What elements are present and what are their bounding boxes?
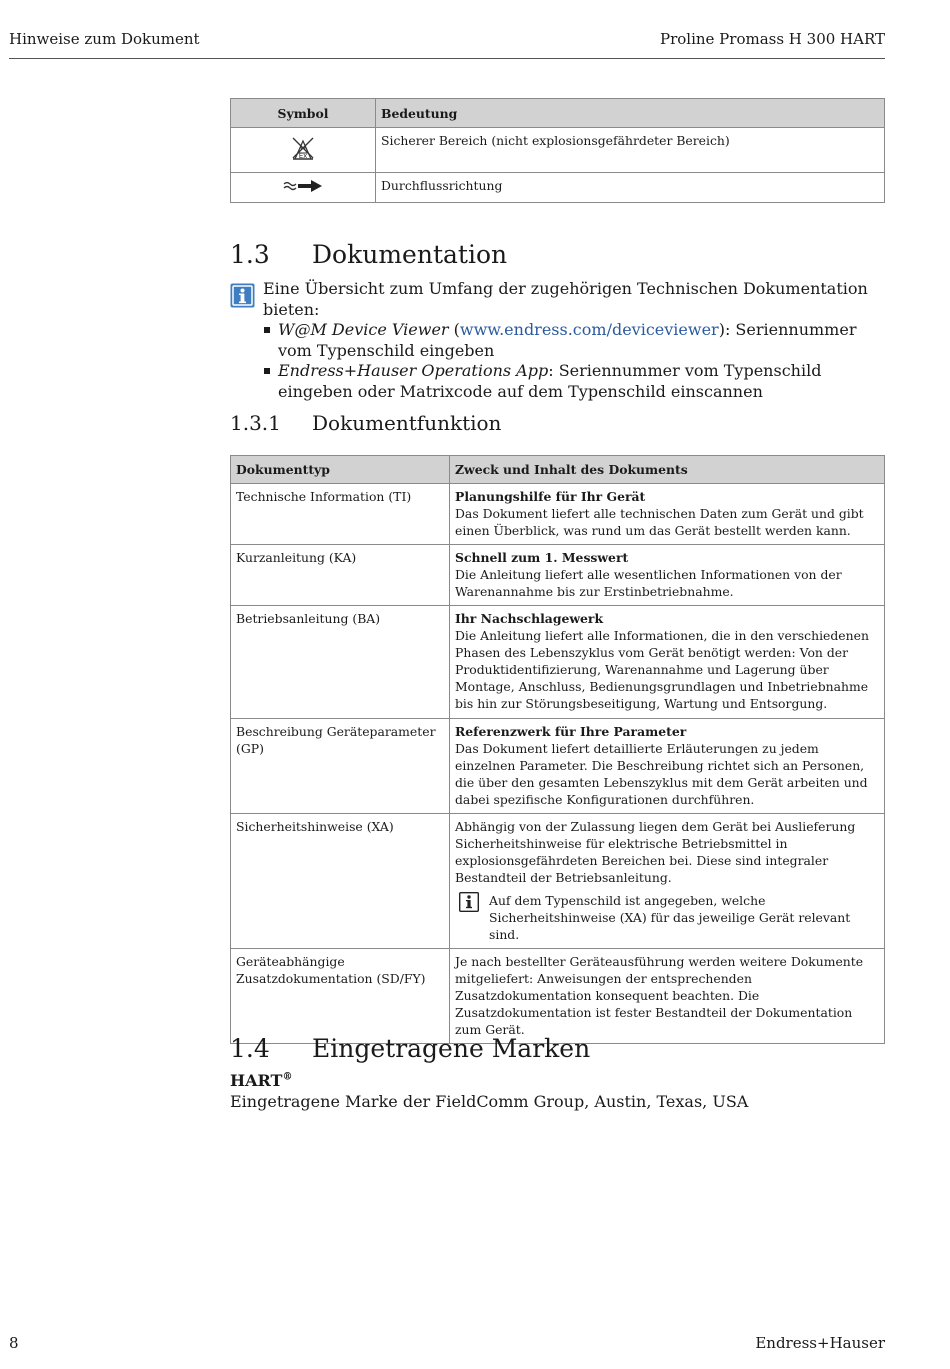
section-number: 1.3: [230, 240, 270, 269]
info-icon: [230, 283, 255, 308]
doc-purpose-title: Schnell zum 1. Messwert: [455, 550, 629, 565]
safe-area-icon: [290, 135, 316, 161]
doc-purpose-cell: [450, 949, 885, 1044]
doc-purpose-cell: [450, 484, 885, 545]
doc-type-cell: Sicherheitshinweise (XA): [231, 814, 450, 949]
registered-symbol: ®: [282, 1071, 293, 1083]
section-heading-dokumentfunktion: [230, 411, 501, 435]
doc-purpose-title: Planungshilfe für Ihr Gerät: [455, 489, 646, 504]
section-title: Dokumentfunktion: [312, 411, 502, 435]
doc-purpose-text: Das Dokument liefert alle technischen Daten zum Gerät und gibt einen Überblick, was rund um das Gerät bestellt werden kann.: [455, 506, 864, 538]
table-row: [231, 814, 885, 949]
safety-note-text: Auf dem Typenschild ist angegeben, welche Sicherheitshinweise (XA) für das jeweilige Gerät relevant sind.: [489, 893, 851, 942]
meaning-cell: Sicherer Bereich (nicht explosionsgefährdeter Bereich): [376, 128, 885, 173]
symbol-cell: [231, 173, 376, 203]
section-heading-dokumentation: [230, 240, 507, 269]
table-row: [231, 949, 885, 1044]
list-item-text: : Seriennummer vom Typenschild eingeben oder Matrixcode auf dem Typenschild einscannen: [278, 361, 822, 401]
doc-type-cell: Beschreibung Geräteparameter (GP): [231, 719, 450, 814]
doc-purpose-title: Referenzwerk für Ihre Parameter: [455, 724, 687, 739]
manual-icon: [459, 892, 479, 912]
doc-type-column-header: Dokumenttyp: [231, 456, 450, 484]
device-viewer-name: W@M Device Viewer: [278, 320, 449, 339]
header-section-title: Hinweise zum Dokument: [9, 30, 200, 48]
list-item: [263, 361, 888, 402]
section-number: 1.3.1: [230, 411, 281, 435]
doc-purpose-text: Das Dokument liefert detaillierte Erläuterungen zu jedem einzelnen Parameter. Die Beschreibung richtet sich an Personen, die über den gesamten Lebenszyklus mit dem Gerät arbeiten und dabei spezifische Konfigurationen durchführen.: [455, 741, 868, 807]
table-row: [231, 484, 885, 545]
doc-purpose-cell: [450, 814, 885, 949]
header-product-name: Proline Promass H 300 HART: [659, 30, 885, 48]
symbol-table-header: [231, 99, 885, 128]
device-viewer-link[interactable]: www.endress.com/deviceviewer: [459, 320, 719, 339]
documentation-info: [263, 279, 888, 402]
section-heading-marken: [230, 1034, 590, 1063]
doc-type-cell: Technische Information (TI): [231, 484, 450, 545]
list-item: [263, 320, 888, 361]
symbol-cell: [231, 128, 376, 173]
section-title: Eingetragene Marken: [312, 1034, 591, 1063]
doc-purpose-text: Die Anleitung liefert alle Informationen, die in den verschiedenen Phasen des Lebenszyklus vom Gerät benötigt werden: Von der Produktidentifizierung, Warenannahme und Lagerung über Montage, Anschluss, Bedienungsgrundlagen und Inbetriebnahme bis hin zur Störungsbeseitigung, Wartung und Entsorgung.: [455, 628, 869, 711]
meaning-column-header: Bedeutung: [376, 99, 885, 128]
documentation-sources-list: [263, 320, 888, 402]
table-row: [231, 606, 885, 719]
doc-purpose-text: Die Anleitung liefert alle wesentlichen Informationen von der Warenannahme bis zur Erstinbetriebnahme.: [455, 567, 842, 599]
doc-type-cell: Geräteabhängige Zusatzdokumentation (SD/FY): [231, 949, 450, 1044]
page-number: 8: [9, 1334, 19, 1352]
doc-purpose-cell: [450, 606, 885, 719]
svg-text:Ex: Ex: [298, 152, 308, 160]
table-row: [231, 173, 885, 203]
doc-table-header: [231, 456, 885, 484]
doc-type-cell: Kurzanleitung (KA): [231, 545, 450, 606]
document-function-table: [230, 455, 885, 1044]
doc-purpose-cell: [450, 545, 885, 606]
list-item-text: (: [448, 320, 460, 339]
section-number: 1.4: [230, 1034, 270, 1063]
section-title: Dokumentation: [312, 240, 508, 269]
table-row: [231, 545, 885, 606]
doc-purpose-title: Ihr Nachschlagewerk: [455, 611, 604, 626]
page-header: [9, 30, 885, 59]
doc-purpose-text: Abhängig von der Zulassung liegen dem Gerät bei Auslieferung Sicherheitshinweise für elektrische Betriebsmittel in explosionsgefährdeten Bereichen bei. Diese sind integraler Bestandteil der Betriebsanleitung.: [455, 819, 856, 885]
table-row: [231, 128, 885, 173]
meaning-cell: Durchflussrichtung: [376, 173, 885, 203]
safety-note: [455, 892, 879, 943]
operations-app-name: Endress+Hauser Operations App: [278, 361, 549, 380]
symbol-column-header: Symbol: [231, 99, 376, 128]
doc-purpose-cell: [450, 719, 885, 814]
doc-type-cell: Betriebsanleitung (BA): [231, 606, 450, 719]
footer-brand: Endress+Hauser: [755, 1334, 885, 1352]
table-row: [231, 719, 885, 814]
symbol-table: [230, 98, 885, 203]
flow-direction-icon: [283, 179, 323, 193]
trademark-label: HART: [230, 1071, 283, 1090]
trademark-description: Eingetragene Marke der FieldComm Group, Austin, Texas, USA: [230, 1092, 749, 1111]
list-item-text: ): Seriennummer vom Typenschild eingeben: [278, 320, 857, 360]
doc-purpose-text: Je nach bestellter Geräteausführung werden weitere Dokumente mitgeliefert: Anweisungen der entsprechenden Zusatzdokumentation konsequent beachten. Die Zusatzdokumentation ist fester Bestandteil der Dokumentation zum Gerät.: [455, 954, 864, 1037]
doc-purpose-column-header: Zweck und Inhalt des Dokuments: [450, 456, 885, 484]
trademark-name: [230, 1071, 292, 1090]
info-intro: Eine Übersicht zum Umfang der zugehörigen Technischen Dokumentation bieten:: [263, 279, 868, 319]
